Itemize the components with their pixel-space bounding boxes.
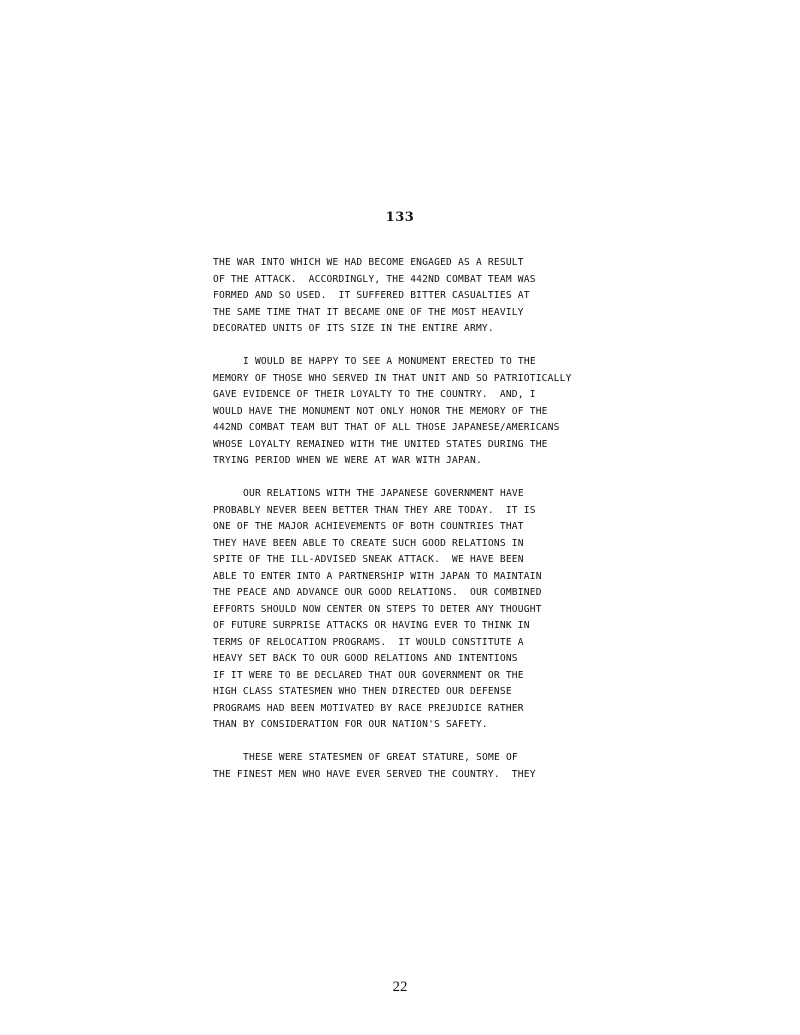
text-line: EFFORTS SHOULD NOW CENTER ON STEPS TO DETER ANY THOUGHT (213, 603, 542, 615)
text-line: THEY HAVE BEEN ABLE TO CREATE SUCH GOOD RELATIONS IN (213, 537, 524, 549)
text-line: HEAVY SET BACK TO OUR GOOD RELATIONS AND INTENTIONS (213, 653, 518, 664)
document-body (213, 255, 633, 783)
paragraph-gap (213, 734, 633, 751)
text-line: HIGH CLASS STATESMEN WHO THEN DIRECTED OUR DEFENSE (213, 686, 512, 697)
text-line: ABLE TO ENTER INTO A PARTNERSHIP WITH JAPAN TO MAINTAIN (213, 570, 542, 582)
text-line: GAVE EVIDENCE OF THEIR LOYALTY TO THE COUNTRY. AND, I (213, 389, 536, 400)
text-line: THE WAR INTO WHICH WE HAD BECOME ENGAGED AS A RESULT (213, 257, 524, 268)
text-line: DECORATED UNITS OF ITS SIZE IN THE ENTIRE ARMY. (213, 323, 494, 334)
text-line: TRYING PERIOD WHEN WE WERE AT WAR WITH JAPAN. (213, 455, 482, 466)
original-page-number: 133 (385, 210, 415, 225)
text-line: THE FINEST MEN WHO HAVE EVER SERVED THE COUNTRY. THEY (213, 768, 536, 780)
page-number: 22 (392, 979, 408, 995)
text-line: IF IT WERE TO BE DECLARED THAT OUR GOVERNMENT OR THE (213, 669, 524, 681)
text-line: MEMORY OF THOSE WHO SERVED IN THAT UNIT AND SO PATRIOTICALLY (213, 372, 572, 384)
text-line: PROGRAMS HAD BEEN MOTIVATED BY RACE PREJUDICE RATHER (213, 702, 524, 714)
paragraph-3 (213, 486, 633, 734)
paragraph-1 (213, 255, 633, 338)
text-line: FORMED AND SO USED. IT SUFFERED BITTER CASUALTIES AT (213, 290, 530, 301)
text-line: THE PEACE AND ADVANCE OUR GOOD RELATIONS. OUR COMBINED (213, 587, 542, 598)
text-line: PROBABLY NEVER BEEN BETTER THAN THEY ARE TODAY. IT IS (213, 504, 536, 516)
text-line: SPITE OF THE ILL-ADVISED SNEAK ATTACK. WE HAVE BEEN (213, 554, 524, 565)
text-line: TERMS OF RELOCATION PROGRAMS. IT WOULD CONSTITUTE A (213, 636, 524, 648)
text-line: 442ND COMBAT TEAM BUT THAT OF ALL THOSE JAPANESE/AMERICANS (213, 422, 560, 433)
text-line: OUR RELATIONS WITH THE JAPANESE GOVERNMENT HAVE (243, 488, 524, 499)
text-line: WOULD HAVE THE MONUMENT NOT ONLY HONOR THE MEMORY OF THE (213, 405, 548, 417)
paragraph-gap (213, 338, 633, 355)
text-line: WHOSE LOYALTY REMAINED WITH THE UNITED STATES DURING THE (213, 438, 548, 450)
text-line: THESE WERE STATESMEN OF GREAT STATURE, SOME OF (243, 752, 518, 763)
paragraph-gap (213, 470, 633, 487)
paragraph-2 (213, 354, 633, 470)
text-line: OF FUTURE SURPRISE ATTACKS OR HAVING EVER TO THINK IN (213, 620, 530, 631)
text-line: THAN BY CONSIDERATION FOR OUR NATION'S SAFETY. (213, 719, 488, 730)
paragraph-4 (213, 750, 633, 783)
text-line: I WOULD BE HAPPY TO SEE A MONUMENT ERECTED TO THE (243, 356, 536, 367)
text-line: ONE OF THE MAJOR ACHIEVEMENTS OF BOTH COUNTRIES THAT (213, 521, 524, 532)
text-line: OF THE ATTACK. ACCORDINGLY, THE 442ND COMBAT TEAM WAS (213, 273, 536, 285)
text-line: THE SAME TIME THAT IT BECAME ONE OF THE MOST HEAVILY (213, 306, 524, 318)
